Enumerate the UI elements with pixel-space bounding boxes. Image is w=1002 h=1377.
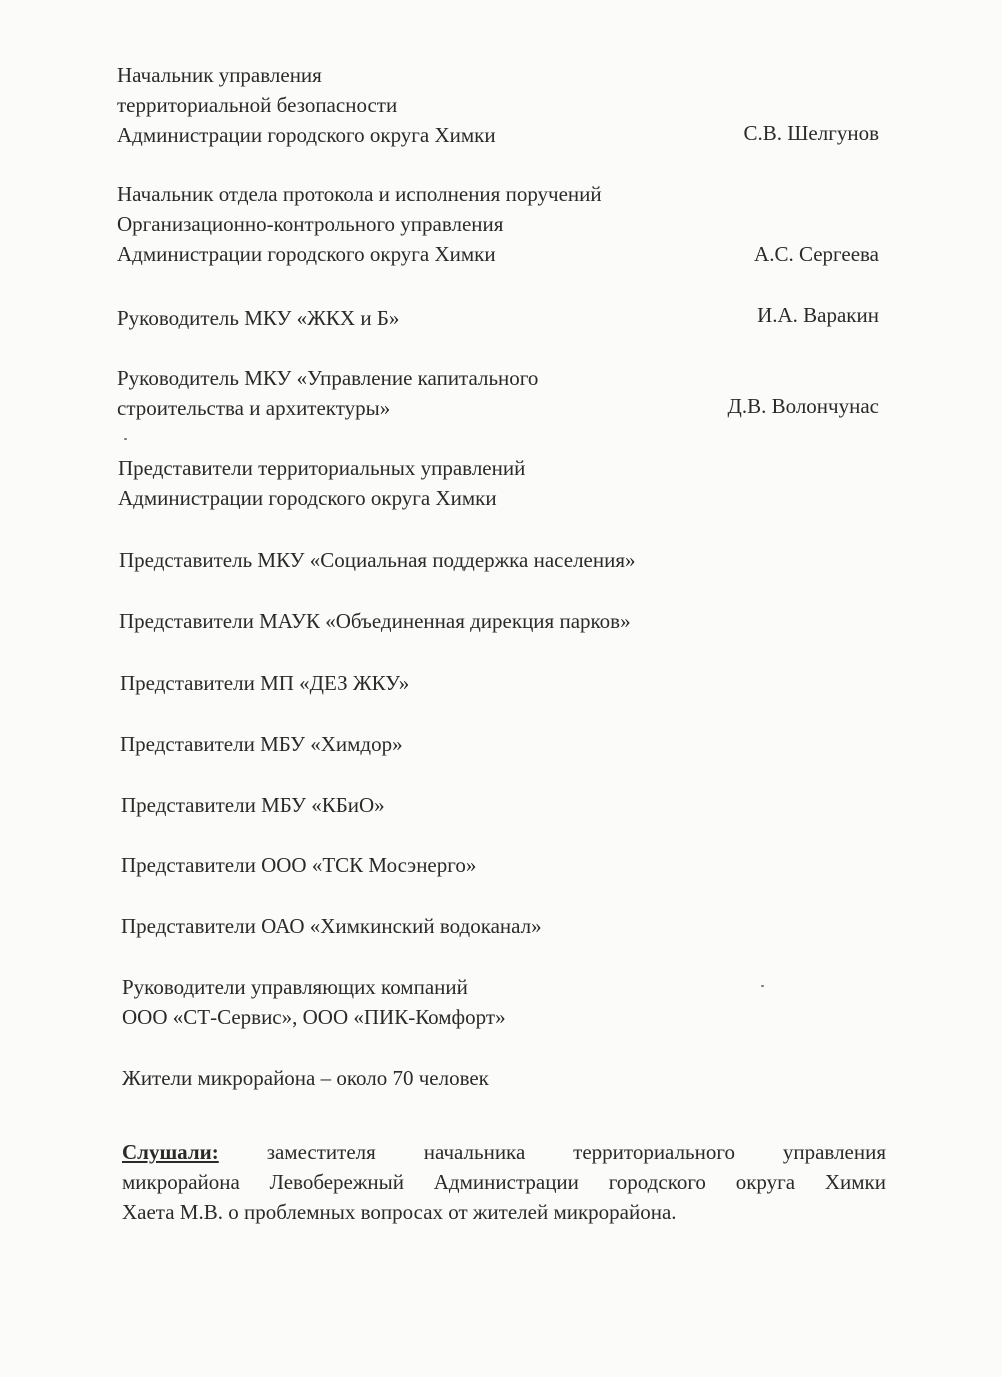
attendee-line: Руководители управляющих компаний — [122, 975, 468, 999]
attendee-entry — [117, 179, 879, 269]
attendee-entry — [118, 453, 880, 513]
attendee-entry — [120, 668, 882, 698]
attendee-entry — [121, 850, 883, 880]
attendee-line: территориальной безопасности — [117, 93, 398, 117]
heard-text: заместителя начальника территориального управления — [266, 1140, 887, 1164]
attendee-entry — [117, 363, 879, 423]
attendee-line: Администрации городского округа Химки — [118, 486, 497, 510]
attendee-entry — [119, 606, 881, 636]
heard-line: микрорайона Левобережный Администрации городского округа Химки — [122, 1170, 886, 1194]
attendee-entry — [117, 303, 879, 333]
attendee-line: Жители микрорайона – около 70 человек — [122, 1066, 489, 1090]
attendee-line: Руководитель МКУ «Управление капитального — [117, 366, 539, 390]
heard-label: Слушали: — [122, 1140, 219, 1164]
heard-line — [122, 1137, 886, 1167]
signature-name: И.А. Варакин — [757, 303, 879, 327]
attendee-line: Представители МБУ «КБиО» — [121, 793, 385, 817]
attendee-entry — [120, 729, 882, 759]
attendee-entry — [122, 1063, 884, 1093]
signature-name: А.С. Сергеева — [754, 242, 879, 266]
attendee-line: Начальник отдела протокола и исполнения поручений — [117, 182, 602, 206]
signature-name: Д.В. Волончунас — [727, 394, 879, 418]
attendee-line: Начальник управления — [117, 63, 322, 87]
attendee-line: Руководитель МКУ «ЖКХ и Б» — [117, 306, 400, 330]
scan-speck — [761, 985, 764, 987]
attendee-line: Организационно-контрольного управления — [117, 212, 504, 236]
signature-name: С.В. Шелгунов — [743, 121, 879, 145]
attendee-line: Представители МАУК «Объединенная дирекция парков» — [119, 609, 631, 633]
heard-line: Хаета М.В. о проблемных вопросах от жителей микрорайона. — [122, 1200, 677, 1224]
attendee-line: Администрации городского округа Химки — [117, 123, 496, 147]
attendee-line: Представители территориальных управлений — [118, 456, 526, 480]
attendee-entry — [121, 911, 883, 941]
attendee-entry — [122, 972, 884, 1032]
heard-paragraph — [122, 1137, 886, 1227]
attendee-entry — [119, 545, 881, 575]
attendee-entry — [121, 790, 883, 820]
attendee-line: Представители ОАО «Химкинский водоканал» — [121, 914, 542, 938]
scan-speck — [124, 438, 127, 440]
attendee-line: строительства и архитектуры» — [117, 396, 391, 420]
attendee-line: Представитель МКУ «Социальная поддержка населения» — [119, 548, 636, 572]
attendee-entry — [117, 60, 879, 150]
attendee-line: ООО «СТ-Сервис», ООО «ПИК-Комфорт» — [122, 1005, 506, 1029]
attendee-line: Администрации городского округа Химки — [117, 242, 496, 266]
attendee-line: Представители МБУ «Химдор» — [120, 732, 403, 756]
attendee-line: Представители МП «ДЕЗ ЖКУ» — [120, 671, 410, 695]
attendee-line: Представители ООО «ТСК Мосэнерго» — [121, 853, 477, 877]
